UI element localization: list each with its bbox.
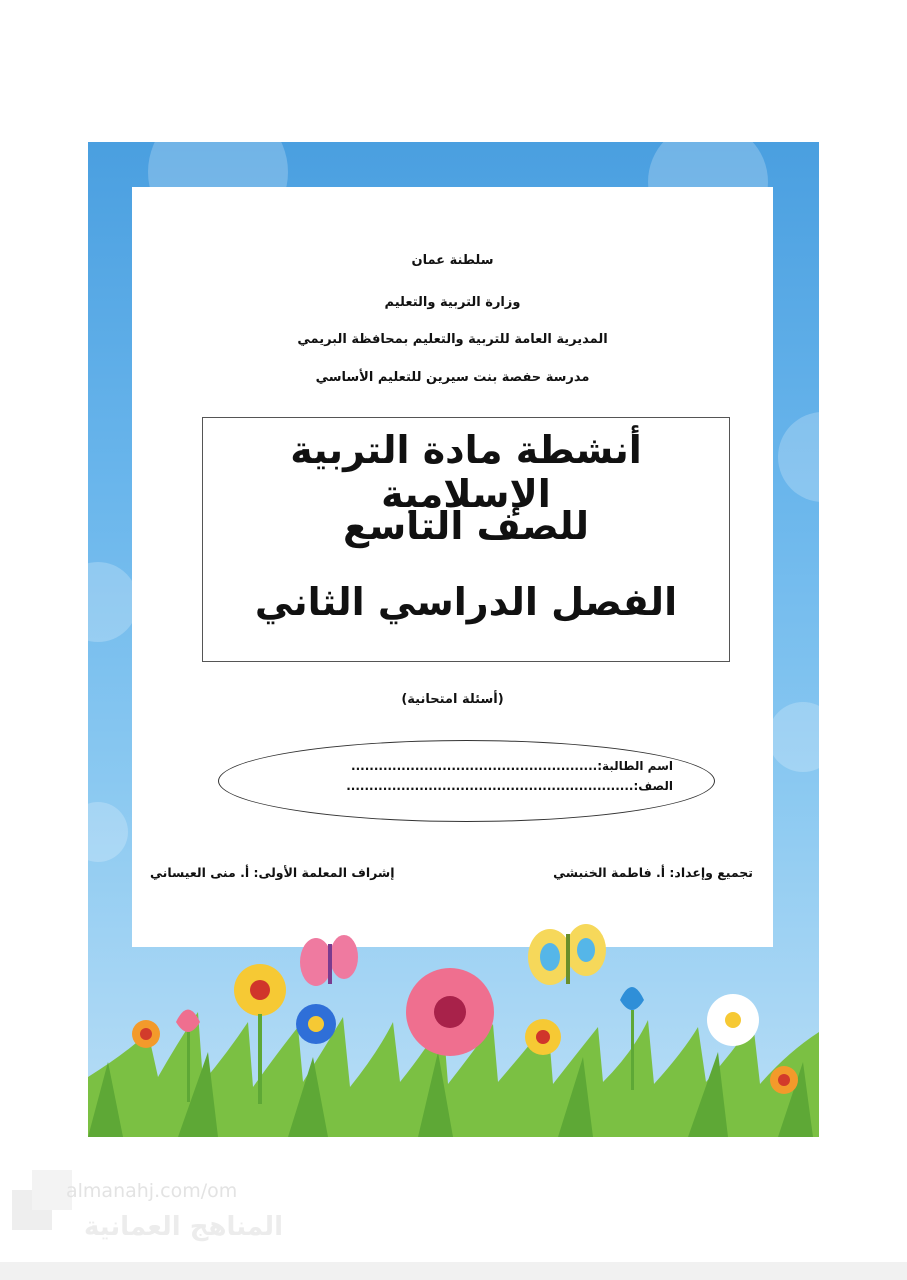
header-country: سلطنة عمان — [411, 253, 494, 268]
student-name-field[interactable] — [351, 759, 673, 773]
title-box — [202, 417, 730, 662]
butterfly-yellow — [528, 924, 606, 985]
student-class-field[interactable] — [346, 779, 673, 793]
bokeh-circle — [768, 702, 819, 772]
prepared-by: تجميع وإعداد: أ. فاطمة الخنبشي — [553, 865, 753, 880]
subtitle: (أسئلة امتحانية) — [401, 692, 504, 707]
student-name-label: اسم الطالبة: — [597, 759, 673, 773]
supervised-by: إشراف المعلمة الأولى: أ. منى العيساني — [150, 865, 395, 880]
bottom-bar — [0, 1262, 907, 1280]
bokeh-circle — [88, 562, 138, 642]
header-directorate: المديرية العامة للتربية والتعليم بمحافظة البريمي — [297, 332, 608, 347]
flower-blue — [296, 1004, 336, 1044]
header-ministry: وزارة التربية والتعليم — [384, 295, 521, 310]
flower-meadow-illustration — [88, 902, 819, 1137]
header-school: مدرسة حفصة بنت سيرين للتعليم الأساسي — [315, 370, 590, 385]
watermark-logo-icon — [12, 1170, 72, 1250]
butterfly-pink — [300, 935, 358, 986]
flower-orange-left — [132, 1020, 160, 1048]
title-grade: للصف التاسع — [342, 504, 590, 548]
watermark-url: almanahj.com/om — [66, 1180, 238, 1202]
flower-yellow-small — [525, 1019, 561, 1055]
student-class-dots: ............................................................... — [346, 779, 634, 793]
title-semester: الفصل الدراسي الثاني — [254, 580, 678, 624]
title-subject: أنشطة مادة التربية الإسلامية — [290, 428, 642, 516]
cover-paper — [132, 187, 773, 947]
cover-background — [88, 142, 819, 1137]
flower-large-pink — [406, 968, 494, 1056]
watermark-arabic: المناهج العمانية — [84, 1212, 283, 1242]
flower-white-daisy — [707, 994, 759, 1046]
student-class-label: الصف: — [633, 779, 673, 793]
student-name-dots: ...................................................... — [351, 759, 598, 773]
bokeh-circle — [88, 802, 128, 862]
flower-orange-right — [770, 1066, 798, 1094]
bokeh-circle — [778, 412, 819, 502]
